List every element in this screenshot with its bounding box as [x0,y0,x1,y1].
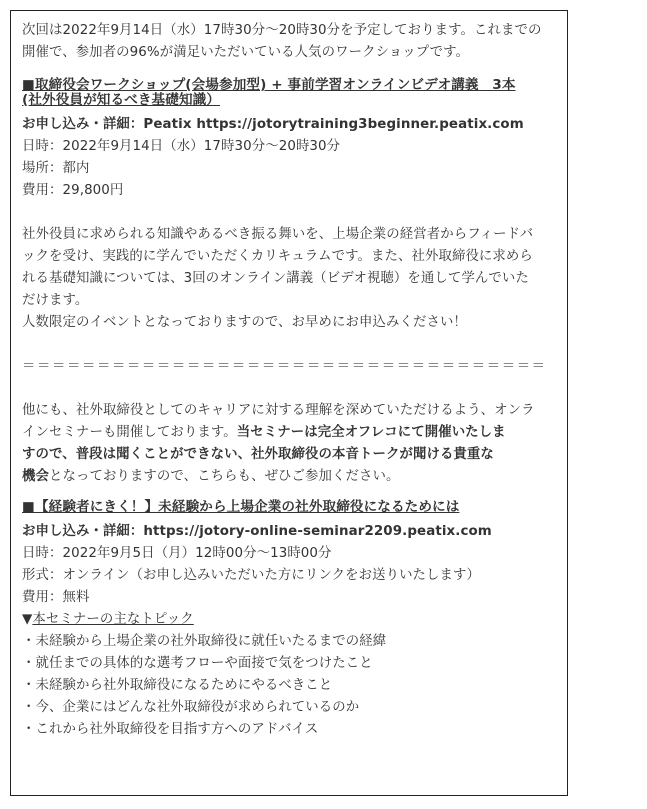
workshop-desc-line-3: れる基礎知識については、3回のオンライン講義（ビデオ視聴）を通して学んでいた [22,271,529,286]
topic-item: ・就任までの具体的な選考フローや面接で気をつけたこと [22,656,373,671]
seminar-intro-line-1: 他にも、社外取締役としてのキャリアに対する理解を深めていただけるよう、オンラ [22,403,535,418]
topic-item: ・未経験から上場企業の社外取締役に就任いたるまでの経緯 [22,634,387,649]
topic-item: ・未経験から社外取締役になるためにやるべきこと [22,678,333,693]
workshop-desc-line-4: だけます。 [22,293,89,308]
workshop-desc-line-5: 人数限定のイベントとなっておりますので、お早めにお申込みください！ [22,315,467,330]
seminar-intro-plain: インセミナーも開催しております。 [22,425,237,440]
triangle-down-icon: ▼ [22,612,33,627]
seminar-fee: 費用：無料 [22,590,90,605]
seminar-intro-bold-end: 機会 [22,469,49,484]
workshop-apply-link[interactable]: お申し込み・詳細：Peatix https://jotorytraining3beginner.peatix.com [22,117,524,132]
workshop-place: 場所：都内 [22,161,90,176]
seminar-intro-plain-end: となっておりますので、こちらも、ぜひご参加ください。 [48,469,400,484]
section-divider: ＝＝＝＝＝＝＝＝＝＝＝＝＝＝＝＝＝＝＝＝＝＝＝＝＝＝＝＝＝＝＝＝＝＝＝ [22,359,547,374]
seminar-topics-heading [22,609,562,631]
topic-item: ・今、企業にはどんな社外取締役が求められているのか [22,700,360,715]
seminar-apply-link[interactable]: お申し込み・詳細：https://jotory-online-seminar2209.peatix.com [22,524,492,539]
seminar-date: 日時：2022年9月5日（月）12時00分〜13時00分 [22,546,332,561]
workshop-heading-line-2: (社外役員が知るべき基礎知識） [22,92,221,108]
seminar-format: 形式：オンライン（お申し込みいただいた方にリンクをお送りいたします） [22,568,481,583]
seminar-intro-line-2 [22,422,562,444]
workshop-desc-line-1: 社外役員に求められる知識やあるべき振る舞いを、上場企業の経営者からフィードバ [22,227,534,242]
workshop-date: 日時：2022年9月14日（水）17時30分〜20時30分 [22,139,341,154]
seminar-intro-line-4 [22,466,562,488]
seminar-intro-bold: 当セミナーは完全オフレコにて開催いたしま [236,425,506,440]
spacer [22,64,562,78]
workshop-heading[interactable] [22,78,562,108]
seminar-intro-line-3: すので、普段は聞くことができない、社外取締役の本音トークが聞ける貴重な [22,447,494,462]
spacer [22,202,562,224]
topic-item: ・これから社外取締役を目指す方へのアドバイス [22,722,319,737]
workshop-desc-line-2: ックを受け、実践的に学んでいただくカリキュラムです。また、社外取締役に求めら [22,249,533,264]
spacer [22,334,562,356]
workshop-fee: 費用：29,800円 [22,183,124,198]
document-content [22,20,562,741]
seminar-heading[interactable]: ■【経験者にきく！】未経験から上場企業の社外取締役になるためには [22,499,460,515]
seminar-topics-label[interactable]: 本セミナーの主なトピック [32,612,194,627]
spacer [22,378,562,400]
intro-line-2: 開催で、参加者の96%が満足いただいている人気のワークショップです。 [22,45,470,60]
intro-line-1: 次回は2022年9月14日（水）17時30分〜20時30分を予定しております。これまでの [22,23,542,38]
workshop-heading-line-1: ■取締役会ワークショップ(会場参加型) + 事前学習オンラインビデオ講義 3本 [22,77,516,93]
